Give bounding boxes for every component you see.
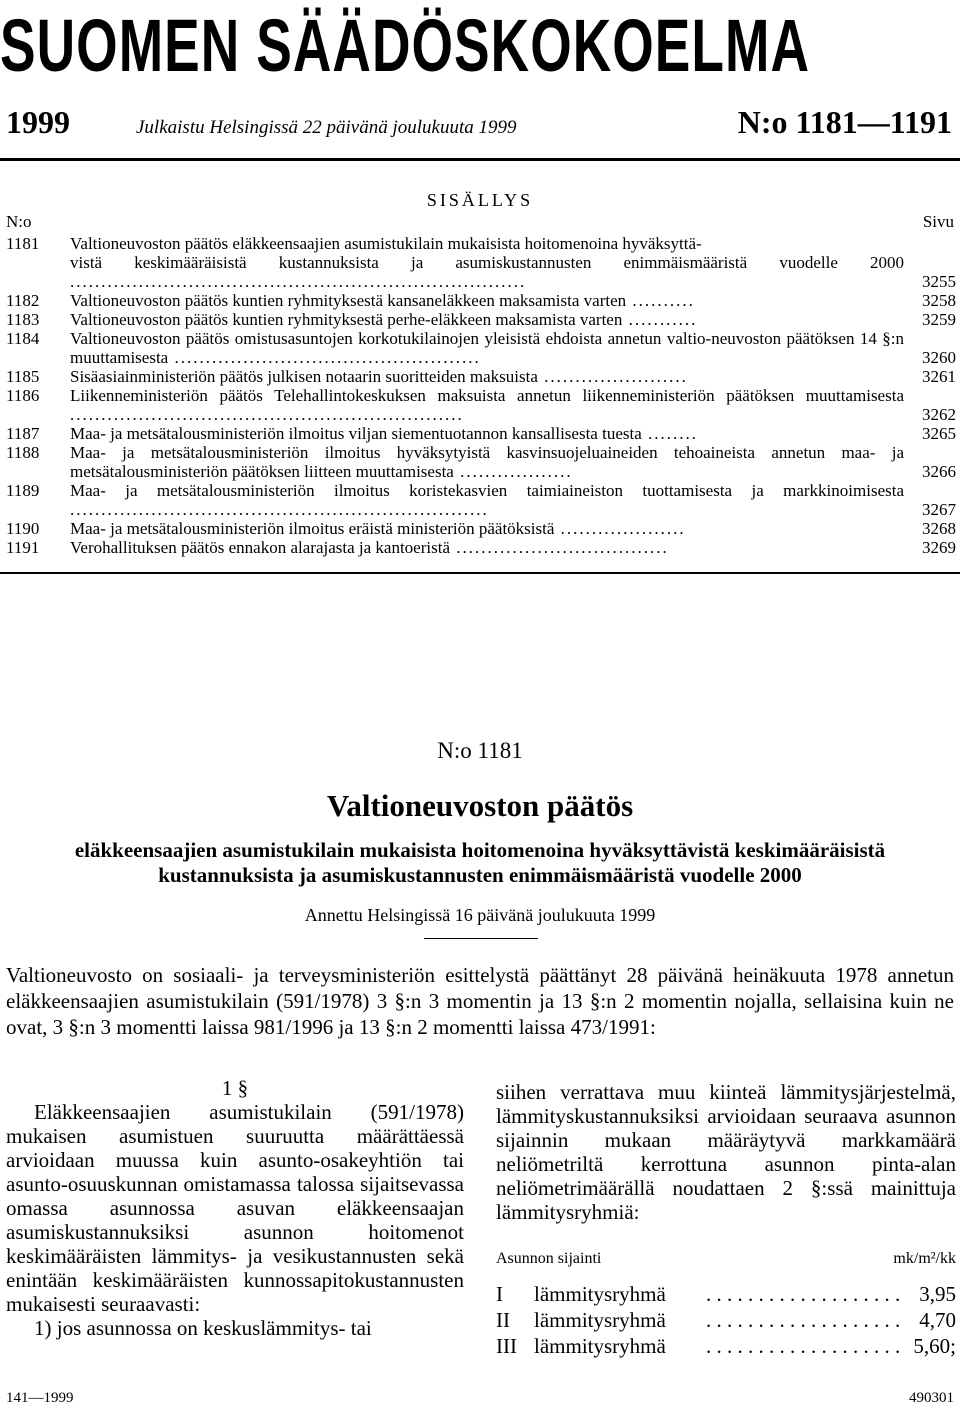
toc-entry-number: 1181 xyxy=(6,234,40,253)
toc-header xyxy=(6,212,954,232)
left-column xyxy=(6,1076,464,1340)
heating-group-label: lämmitysryhmä xyxy=(534,1282,666,1306)
toc-entry[interactable]: 1189 Maa- ja metsätalousministeriön ilmoitus koristekasvien taimiaineiston tuottamisesta ja markkinoimisesta ................................................................... 3267 xyxy=(6,481,956,519)
toc-entry[interactable]: 1182 Valtioneuvoston päätös kuntien ryhmityksestä kansaneläkkeen maksamista varten .......... 3258 xyxy=(6,291,956,310)
publication-year: 1999 xyxy=(6,104,70,140)
toc-entry-number: 1184 xyxy=(6,329,40,348)
toc-entry-number: 1186 xyxy=(6,386,40,405)
toc-entry-page: 3261 xyxy=(922,367,956,386)
toc-entry-page: 3259 xyxy=(922,310,956,329)
table-row: I lämmitysryhmä . . . . . . . . . . . . . . . . . . . 3,95 xyxy=(496,1282,956,1306)
footer-right: 490301 xyxy=(909,1390,954,1406)
toc-entry[interactable]: 1184 Valtioneuvoston päätös omistusasuntojen korkotukilainojen yleisistä ehdoista annetun valtio-neuvoston päätöksen 14 §:n muuttamisesta ................................................. 3260 xyxy=(6,329,956,367)
toc-entry[interactable]: 1191 Verohallituksen päätös ennakon alarajasta ja kantoeristä .................................. 3269 xyxy=(6,538,956,557)
toc-entry-page: 3265 xyxy=(922,424,956,443)
heating-group-roman: III xyxy=(496,1334,517,1358)
toc-entry-text: Maa- ja metsätalousministeriön ilmoitus viljan siementuotannon kansallisesta tuesta xyxy=(70,424,642,443)
toc-entry-number: 1190 xyxy=(6,519,40,538)
toc-entry-text: Liikenneministeriön päätös Telehallintokeskuksen maksuista annetun liikenneministeriön päätöksen muuttamisesta xyxy=(70,386,904,405)
table-col-location: Asunnon sijainti xyxy=(496,1250,602,1267)
toc-entry-page: 3268 xyxy=(922,519,956,538)
footer-left: 141—1999 xyxy=(6,1390,74,1406)
header-rule xyxy=(0,158,960,161)
heating-group-label: lämmitysryhmä xyxy=(534,1308,666,1332)
toc-entry-page: 3267 xyxy=(922,500,956,519)
toc-entry-text: Maa- ja metsätalousministeriön ilmoitus koristekasvien taimiaineiston tuottamisesta ja markkinoimisesta xyxy=(70,481,904,500)
toc-title: SISÄLLYS xyxy=(426,190,534,210)
toc-entry-number: 1183 xyxy=(6,310,40,329)
decision-title: Valtioneuvoston päätös xyxy=(326,788,634,823)
toc-entry-text: Maa- ja metsätalousministeriön ilmoitus hyväksytyistä kasvinsuojeluaineiden tehoaineista annetun maa- ja metsätalousministeriön päätöksen liitteen muuttamisesta xyxy=(70,443,904,481)
table-row: II lämmitysryhmä . . . . . . . . . . . . . . . . . . . 4,70 xyxy=(496,1308,956,1332)
toc-entry-page: 3258 xyxy=(922,291,956,310)
toc-entry-text: Sisäasiainministeriön päätös julkisen notaarin suoritteiden maksuista xyxy=(70,367,538,386)
toc-entry-page: 3262 xyxy=(922,405,956,424)
toc-entry-text: Valtioneuvoston päätös omistusasuntojen korkotukilainojen yleisistä ehdoista annetun valtio-neuvoston päätöksen 14 §:n muuttamisesta xyxy=(70,329,904,367)
toc-entry-text: Maa- ja metsätalousministeriön ilmoitus eräistä ministeriön päätöksistä xyxy=(70,519,555,538)
section-title: 1 § xyxy=(221,1076,249,1100)
toc-entry-text: vistä keskimääräisistä kustannuksista ja asumiskustannusten enimmäismääristä vuodelle 2000 xyxy=(70,253,904,272)
toc-page-header: Sivu xyxy=(922,212,954,231)
toc-entry[interactable]: 1190 Maa- ja metsätalousministeriön ilmoitus eräistä ministeriön päätöksistä .................... 3268 xyxy=(6,519,956,538)
toc-entry[interactable]: 1183 Valtioneuvoston päätös kuntien ryhmityksestä perhe-eläkkeen maksamista varten ........... 3259 xyxy=(6,310,956,329)
publication-range: N:o 1181—1191 xyxy=(737,104,952,140)
heating-group-roman: I xyxy=(496,1282,503,1306)
divider xyxy=(424,938,538,939)
right-column xyxy=(496,1080,956,1224)
heating-group-label: lämmitysryhmä xyxy=(534,1334,666,1358)
toc-entry-number: 1185 xyxy=(6,367,40,386)
heating-group-roman: II xyxy=(496,1308,510,1332)
toc-entry[interactable]: 1187 Maa- ja metsätalousministeriön ilmoitus viljan siementuotannon kansallisesta tuesta ........ 3265 xyxy=(6,424,956,443)
table-col-unit: mk/m²/kk xyxy=(893,1250,956,1267)
decision-given: Annettu Helsingissä 16 päivänä joulukuuta 1999 xyxy=(304,905,656,925)
toc-entry-number: 1182 xyxy=(6,291,40,310)
masthead-title: SUOMEN SÄÄDÖSKOKOELMA xyxy=(0,4,811,87)
toc-entry-number: 1187 xyxy=(6,424,40,443)
toc-num-header: N:o xyxy=(6,212,32,231)
toc-entry-number: 1189 xyxy=(6,481,40,500)
heating-group-value: 5,60; xyxy=(913,1334,956,1358)
toc-entry[interactable]: 1185 Sisäasiainministeriön päätös julkisen notaarin suoritteiden maksuista ....................... 3261 xyxy=(6,367,956,386)
toc-entry-page: 3255 xyxy=(922,272,956,291)
toc-entry[interactable]: 1188 Maa- ja metsätalousministeriön ilmoitus hyväksytyistä kasvinsuojeluaineiden tehoaineista annetun maa- ja metsätalousministeriön päätöksen liitteen muuttamisesta .................. 3266 xyxy=(6,443,956,481)
toc-entry-page: 3266 xyxy=(922,462,956,481)
toc-entry[interactable]: 1181 Valtioneuvoston päätös eläkkeensaajien asumistukilain mukaisista hoitomenoina hyväksyttä- vistä keskimääräisistä kustannuksista ja asumiskustannusten enimmäismääristä vuodelle 2000 ......................................................................... 3255 xyxy=(6,234,956,291)
toc-list xyxy=(6,234,956,557)
section-text: Eläkkeensaajien asumistukilain (591/1978) mukaisen asumistuen suuruutta määrättäessä arvioidaan muussa kuin asunto-osakeyhtiön tai asunto-osuuskunnan omistamassa talossa sijaitsevassa omassa asunnossa asuvan eläkkeensaajan asumiskustannuksiksi asunnon hoitomenot keskimääräisten lämmitys- ja vesikustannusten sekä enintään keskimääräisten kunnossapitokustannusten mukaisesti seuraavasti: xyxy=(6,1100,464,1316)
toc-entry-number: 1191 xyxy=(6,538,40,557)
toc-entry-text: Valtioneuvoston päätös kuntien ryhmityksestä perhe-eläkkeen maksamista varten xyxy=(70,310,623,329)
right-text: siihen verrattava muu kiinteä lämmitysjärjestelmä, lämmityskustannuksiksi arvioidaan seuraava asunnon sijainnin mukaan määräytyvä markkamäärä neliömetriltä kerrottuna asunnon pinta-alan neliömetrimäärällä noudattaen 2 §:ssä mainittuja lämmitysryhmiä: xyxy=(496,1080,956,1224)
heating-group-value: 4,70 xyxy=(919,1308,956,1332)
toc-entry-text: Verohallituksen päätös ennakon alarajasta ja kantoeristä xyxy=(70,538,450,557)
heating-group-value: 3,95 xyxy=(919,1282,956,1306)
decision-intro: Valtioneuvosto on sosiaali- ja terveysministeriön esittelystä päättänyt 28 päivänä heinäkuuta 1978 annetun eläkkeensaajien asumistukilain (591/1978) 3 §:n 3 momentin ja 13 §:n 2 momentin nojalla, sellaisina kuin ne ovat, 3 §:n 3 momentti laissa 981/1996 ja 13 §:n 2 momentti laissa 473/1991: xyxy=(6,963,954,1039)
point-1: 1) jos asunnossa on keskuslämmitys- tai xyxy=(34,1316,372,1340)
heating-table-header xyxy=(496,1250,956,1268)
publication-date: Julkaistu Helsingissä 22 päivänä joulukuuta 1999 xyxy=(136,117,517,138)
publication-row xyxy=(0,104,960,148)
decision-subtitle: eläkkeensaajien asumistukilain mukaisista hoitomenoina hyväksyttävistä keskimääräisistä kustannuksista ja asumiskustannusten enimmäismääristä vuodelle 2000 xyxy=(74,838,886,887)
toc-rule xyxy=(0,572,960,574)
table-row: III lämmitysryhmä . . . . . . . . . . . . . . . . . . . 5,60; xyxy=(496,1334,956,1358)
toc-entry-page: 3269 xyxy=(922,538,956,557)
decision-number: N:o 1181 xyxy=(437,738,523,763)
toc-entry-page: 3260 xyxy=(922,348,956,367)
toc-entry-number: 1188 xyxy=(6,443,40,462)
toc-entry-lead: Valtioneuvoston päätös eläkkeensaajien asumistukilain mukaisista hoitomenoina hyväksyttä- xyxy=(70,234,702,253)
toc-entry[interactable]: 1186 Liikenneministeriön päätös Telehallintokeskuksen maksuista annetun liikenneministeriön päätöksen muuttamisesta ............................................................... 3262 xyxy=(6,386,956,424)
toc-entry-text: Valtioneuvoston päätös kuntien ryhmityksestä kansaneläkkeen maksamista varten xyxy=(70,291,627,310)
